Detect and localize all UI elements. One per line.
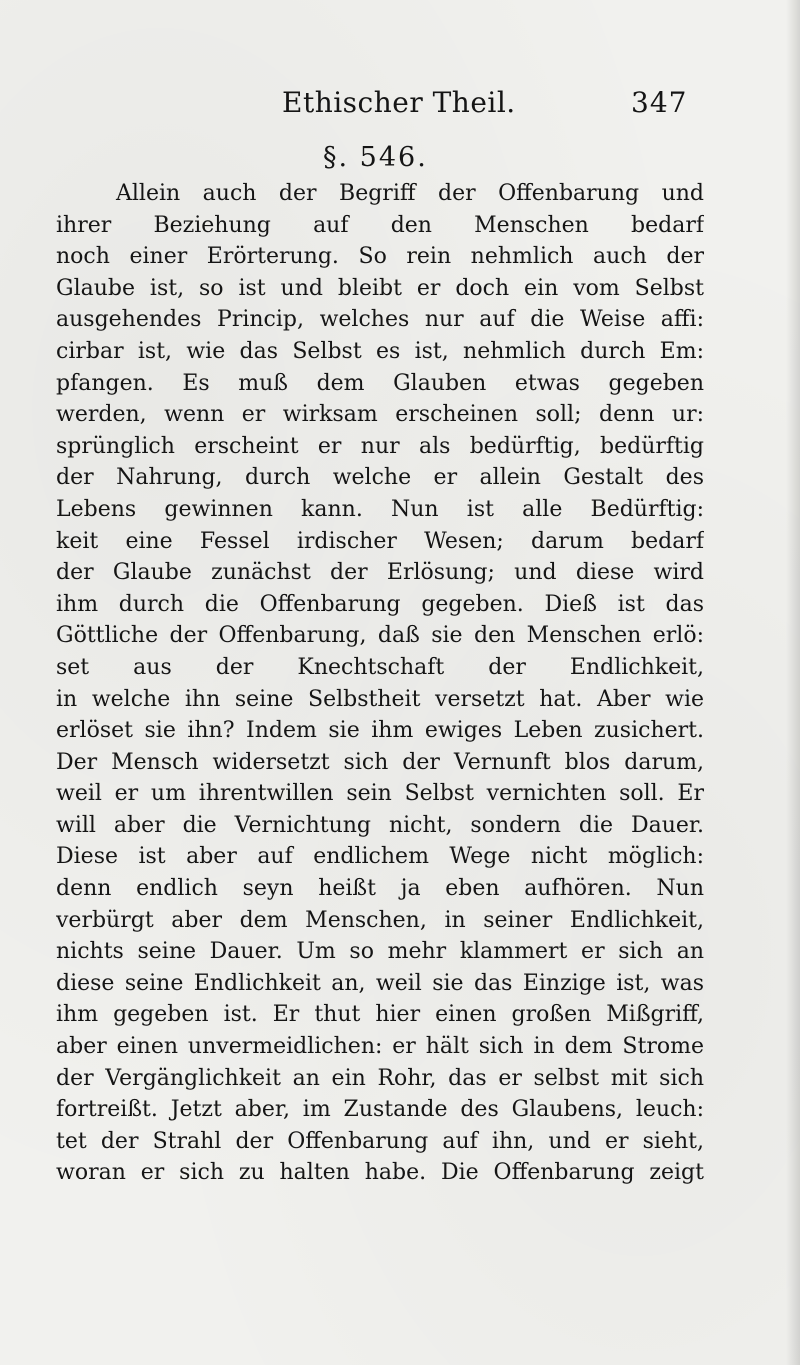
text-line: will aber die Vernichtung nicht, sondern die Dauer. — [56, 812, 704, 838]
text-line: ihrer Beziehung auf den Menschen bedarf — [56, 212, 704, 238]
text-line: Allein auch der Begriff der Offenbarung und — [116, 181, 704, 206]
text-line: diese seine Endlichkeit an, weil sie das Einzige ist, was — [56, 970, 704, 996]
text-line: der Nahrung, durch welche er allein Gestalt des — [56, 465, 704, 491]
text-line: tet der Strahl der Offenbarung auf ihn, und er sieht, — [56, 1128, 704, 1154]
text-line: der Vergänglichkeit an ein Rohr, das er selbst mit sich — [56, 1065, 704, 1091]
text-line: denn endlich seyn heißt ja eben aufhören. Nun — [56, 876, 704, 902]
text-line: Der Mensch widersetzt sich der Vernunft blos darum, — [56, 749, 704, 775]
running-head — [0, 82, 800, 126]
text-line: set aus der Knechtschaft der Endlichkeit, — [56, 654, 704, 680]
text-line: nichts seine Dauer. Um so mehr klammert er sich an — [56, 939, 704, 965]
page-edge-shadow — [786, 0, 800, 1365]
text-line: cirbar ist, wie das Selbst es ist, nehmlich durch Em: — [56, 338, 704, 364]
text-line: verbürgt aber dem Menschen, in seiner Endlichkeit, — [56, 907, 704, 933]
body-text — [56, 178, 704, 1189]
text-line: Lebens gewinnen kann. Nun ist alle Bedürftig: — [56, 496, 704, 522]
text-line: aber einen unvermeidlichen: er hält sich in dem Strome — [56, 1034, 704, 1060]
text-line: erlöset sie ihn? Indem sie ihm ewiges Leben zusichert. — [56, 718, 704, 744]
text-line: Glaube ist, so ist und bleibt er doch ein vom Selbst — [56, 275, 704, 301]
section-heading: §. 546. — [323, 142, 428, 173]
page-number: 347 — [631, 86, 688, 119]
text-line: ihm durch die Offenbarung gegeben. Dieß ist das — [56, 591, 704, 617]
running-title: Ethischer Theil. — [282, 86, 516, 119]
text-line: der Glaube zunächst der Erlösung; und diese wird — [56, 560, 704, 586]
text-line: noch einer Erörterung. So rein nehmlich auch der — [56, 244, 704, 270]
text-line: werden, wenn er wirksam erscheinen soll; denn ur: — [56, 402, 704, 428]
text-line: ausgehendes Princip, welches nur auf die Weise affi: — [56, 307, 704, 333]
text-line: Diese ist aber auf endlichem Wege nicht möglich: — [56, 844, 704, 870]
text-line: in welche ihn seine Selbstheit versetzt hat. Aber wie — [56, 686, 704, 712]
text-line: woran er sich zu halten habe. Die Offenbarung zeigt — [56, 1160, 704, 1186]
text-line: ihm gegeben ist. Er thut hier einen großen Mißgriff, — [56, 1002, 704, 1028]
text-line: keit eine Fessel irdischer Wesen; darum bedarf — [56, 528, 704, 554]
text-line: weil er um ihrentwillen sein Selbst vernichten soll. Er — [56, 781, 704, 807]
text-line: sprünglich erscheint er nur als bedürftig, bedürftig — [56, 433, 704, 459]
text-line: pfangen. Es muß dem Glauben etwas gegeben — [56, 370, 704, 396]
text-line: Göttliche der Offenbarung, daß sie den Menschen erlö: — [56, 623, 704, 649]
text-line: fortreißt. Jetzt aber, im Zustande des Glaubens, leuch: — [56, 1097, 704, 1123]
